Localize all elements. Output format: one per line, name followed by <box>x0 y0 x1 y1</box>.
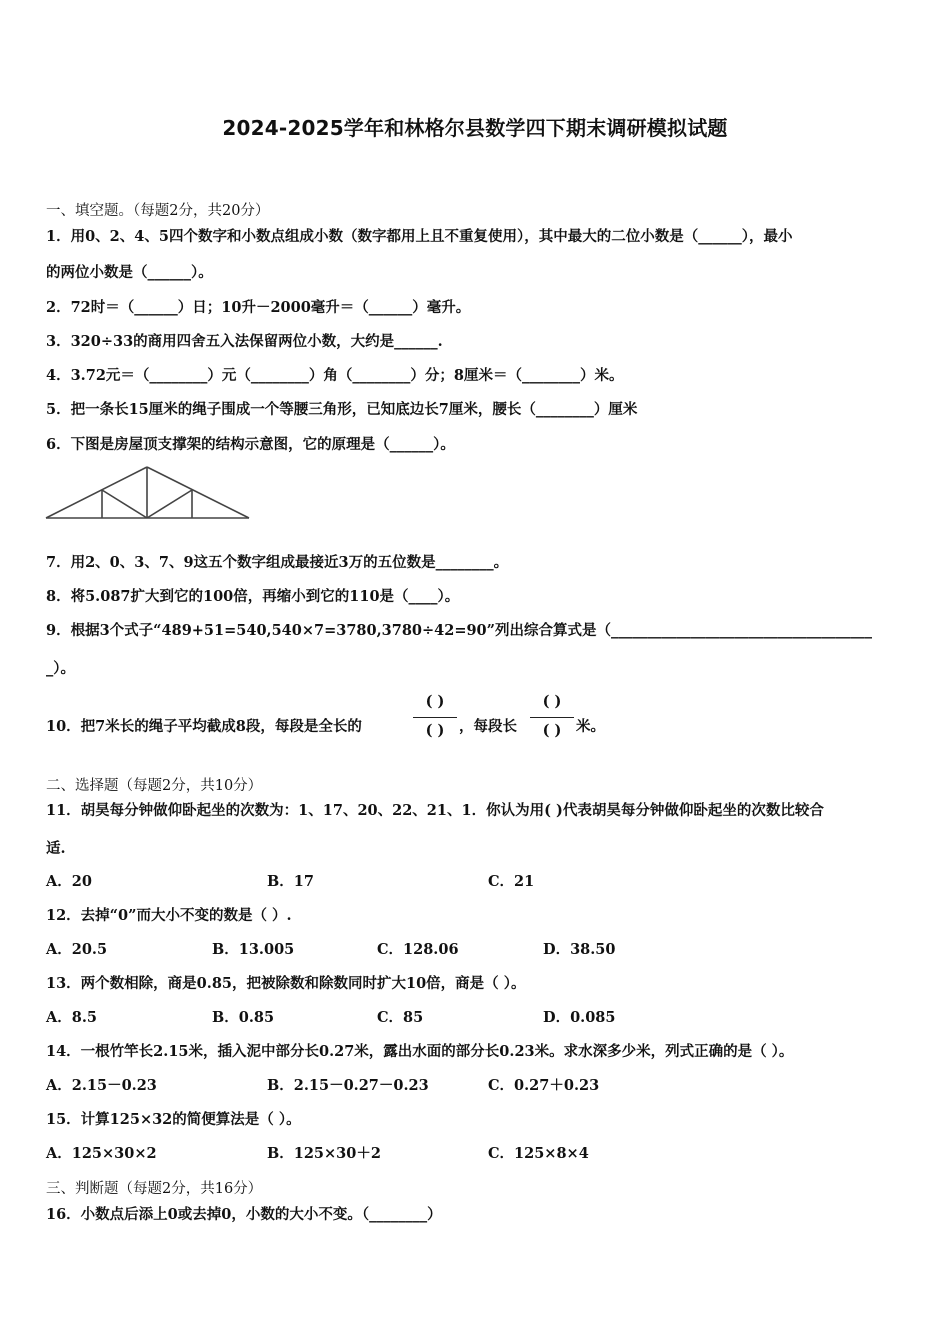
fraction-1-numerator: ( ) <box>425 693 445 710</box>
q12-option-b: B．13.005 <box>212 941 295 958</box>
question-9-line-2: _）。 <box>46 660 75 677</box>
question-2: 2．72时＝（______）日；10升－2000毫升＝（______）毫升。 <box>46 299 471 316</box>
page-title: 2024-2025学年和林格尔县数学四下期末调研模拟试题 <box>222 116 728 140</box>
question-9-line-1: 9．根据3个式子“489+51=540,540×7=3780,3780÷42=90”列出综合算式是（____________________________________ <box>46 622 872 639</box>
q14-option-a: A．2.15－0.23 <box>46 1077 157 1094</box>
fraction-2-denominator: ( ) <box>542 722 562 739</box>
question-6: 6．下图是房屋顶支撑架的结构示意图，它的原理是（______）。 <box>46 436 455 453</box>
q15-option-a: A．125×30×2 <box>46 1145 157 1162</box>
q12-option-a: A．20.5 <box>46 941 108 958</box>
fraction-2-bar <box>530 717 574 718</box>
fraction-2-numerator: ( ) <box>542 693 562 710</box>
q15-option-b: B．125×30＋2 <box>267 1145 381 1162</box>
question-10-text-1: 10．把7米长的绳子平均截成8段，每段是全长的 <box>46 718 362 735</box>
section-heading-fill: 一、填空题。（每题2分，共20分） <box>46 203 270 219</box>
question-1-line-1: 1．用0、2、4、5四个数字和小数点组成小数（数字都用上且不重复使用），其中最大的二位小数是（______），最小 <box>46 228 793 245</box>
question-7: 7．用2、0、3、7、9这五个数字组成最接近3万的五位数是________。 <box>46 554 509 571</box>
question-5: 5．把一条长15厘米的绳子围成一个等腰三角形，已知底边长7厘米，腰长（________）厘米 <box>46 401 638 418</box>
question-13: 13．两个数相除，商是0.85，把被除数和除数同时扩大10倍，商是（ ）。 <box>46 975 526 992</box>
fraction-1-bar <box>413 717 457 718</box>
q15-option-c: C．125×8×4 <box>488 1145 589 1162</box>
q13-option-a: A．8.5 <box>46 1009 97 1026</box>
question-11-line-1: 11．胡昊每分钟做仰卧起坐的次数为：1、17、20、22、21、1．你认为用( )代表胡昊每分钟做仰卧起坐的次数比较合 <box>46 802 824 819</box>
q11-option-c: C．21 <box>488 873 535 890</box>
question-12: 12．去掉“0”而大小不变的数是（ ）. <box>46 907 292 924</box>
q14-option-c: C．0.27＋0.23 <box>488 1077 600 1094</box>
question-16: 16．小数点后添上0或去掉0，小数的大小不变。（________） <box>46 1206 442 1223</box>
question-8: 8．将5.087扩大到它的100倍，再缩小到它的110是（____）。 <box>46 588 460 605</box>
q12-option-c: C．128.06 <box>377 941 459 958</box>
question-10-text-3: 米。 <box>576 718 605 735</box>
q13-option-b: B．0.85 <box>212 1009 275 1026</box>
q13-option-d: D．0.085 <box>543 1009 616 1026</box>
question-10-text-2: ，每段长 <box>459 718 517 735</box>
section-heading-judge: 三、判断题（每题2分，共16分） <box>46 1181 263 1197</box>
question-14: 14．一根竹竿长2.15米，插入泥中部分长0.27米，露出水面的部分长0.23米。求水深多少米，列式正确的是（ ）。 <box>46 1043 794 1060</box>
q11-option-b: B．17 <box>267 873 314 890</box>
roof-truss-diagram <box>44 464 252 522</box>
q11-option-a: A．20 <box>46 873 92 890</box>
q14-option-b: B．2.15－0.27－0.23 <box>267 1077 429 1094</box>
question-15: 15．计算125×32的简便算法是（ ）。 <box>46 1111 301 1128</box>
question-1-line-2: 的两位小数是（______）。 <box>46 264 213 281</box>
fraction-1-denominator: ( ) <box>425 722 445 739</box>
question-11-line-2: 适. <box>46 840 66 857</box>
question-4: 4．3.72元＝（________）元（________）角（________）分；8厘米＝（________）米。 <box>46 367 624 384</box>
q13-option-c: C．85 <box>377 1009 424 1026</box>
question-3: 3．320÷33的商用四舍五入法保留两位小数，大约是______. <box>46 333 443 350</box>
section-heading-choice: 二、选择题（每题2分，共10分） <box>46 778 263 794</box>
q12-option-d: D．38.50 <box>543 941 616 958</box>
